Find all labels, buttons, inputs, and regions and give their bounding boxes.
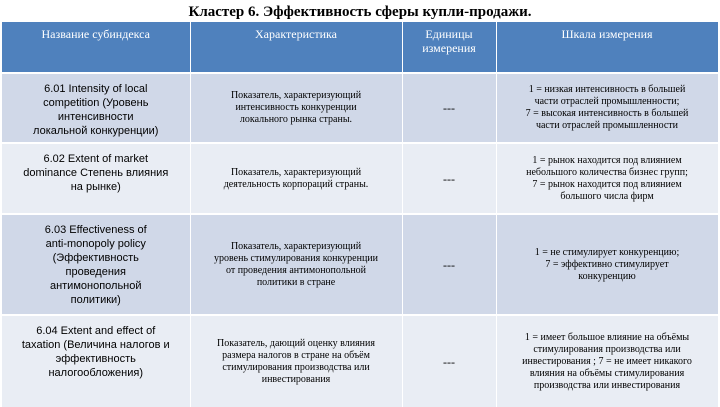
text-line: Показатель, характеризующий <box>230 166 362 178</box>
page-title: Кластер 6. Эффективность сферы купли-продажи. <box>188 4 532 20</box>
subindex-name <box>2 214 190 315</box>
text-line: инвестирования ; 7 = не имеет никакого <box>522 355 692 367</box>
text-line: 6.04 Extent and effect of <box>36 325 156 337</box>
text-line: от проведения антимонопольной <box>225 264 367 276</box>
text-line: Показатель, характеризующий <box>230 240 362 252</box>
table-row <box>2 143 718 214</box>
text-line: налогообложения) <box>48 367 143 379</box>
text-line: anti-monopoly policy <box>45 238 146 250</box>
text-line: части отраслей промышленности; <box>534 96 680 107</box>
characteristic-cell <box>190 73 402 143</box>
text-line: стимулирования производства или <box>533 343 681 355</box>
characteristic-cell <box>190 214 402 315</box>
text-line: интенсивности <box>57 111 134 123</box>
text-line: Показатель, дающий оценку влияния <box>217 337 375 349</box>
characteristic-cell <box>190 315 402 407</box>
text-line: dominance Степень влияния <box>23 167 169 179</box>
subindex-name <box>2 73 190 143</box>
text-line: интенсивность конкуренции <box>235 102 357 113</box>
table-row <box>2 73 718 143</box>
text-line: влияния на объёмы стимулирования <box>529 367 685 379</box>
text-line: деятельность корпораций страны. <box>223 178 369 190</box>
table-row <box>2 315 718 407</box>
text-line: небольшого количества бизнес групп; <box>526 166 688 178</box>
text-line: 1 = имеет большое влияние на объёмы <box>524 331 690 343</box>
text-line: Показатель, характеризующий <box>230 90 362 101</box>
subindex-name <box>2 143 190 214</box>
text-line: производства или инвестирования <box>533 379 681 391</box>
scale-cell <box>496 214 718 315</box>
unit-cell: --- <box>402 143 496 214</box>
header-characteristic: Характеристика <box>190 22 402 73</box>
text-line: эффективность <box>55 353 136 365</box>
text-line: большого числа фирм <box>560 190 654 202</box>
text-line: размера налогов в стране на объём <box>222 349 370 361</box>
text-line: competition (Уровень <box>43 97 149 109</box>
table-header-row <box>2 22 718 73</box>
unit-cell: --- <box>402 73 496 143</box>
text-line: 7 = рынок находится под влиянием <box>532 178 682 190</box>
text-line: 7 = высокая интенсивность в большей <box>525 108 689 119</box>
scale-cell <box>496 73 718 143</box>
text-line: 1 = низкая интенсивность в большей <box>528 84 686 95</box>
scale-cell <box>496 315 718 407</box>
text-line: уровень стимулирования конкуренции <box>214 252 378 264</box>
text-line: 6.02 Extent of market <box>43 153 149 165</box>
text-line: локальной конкуренции) <box>33 125 159 137</box>
text-line: стимулирования производства или <box>222 361 370 373</box>
header-unit: Единицы измерения <box>402 22 496 73</box>
text-line: антимонопольной <box>49 280 142 292</box>
text-line: (Эффективность <box>52 252 139 264</box>
header-scale: Шкала измерения <box>496 22 718 73</box>
text-line: 6.03 Effectiveness of <box>44 224 147 236</box>
subindex-table <box>2 22 719 407</box>
header-name: Название субиндекса <box>2 22 190 73</box>
text-line: на рынке) <box>70 181 121 193</box>
text-line: 1 = рынок находится под влиянием <box>532 154 682 166</box>
text-line: политики в стране <box>256 276 336 288</box>
text-line: 7 = эффективно стимулирует <box>545 258 669 270</box>
text-line: 6.01 Intensity of local <box>44 83 148 95</box>
table-row <box>2 214 718 315</box>
subindex-name <box>2 315 190 407</box>
characteristic-cell <box>190 143 402 214</box>
text-line: инвестирования <box>261 373 331 385</box>
text-line: политики) <box>70 294 121 306</box>
text-line: 1 = не стимулирует конкуренцию; <box>534 246 680 258</box>
text-line: конкуренцию <box>578 270 636 282</box>
text-line: taxation (Величина налогов и <box>21 339 170 351</box>
unit-cell: --- <box>402 214 496 315</box>
scale-cell <box>496 143 718 214</box>
text-line: локального рынка страны. <box>239 114 353 125</box>
text-line: части отраслей промышленности <box>535 120 679 131</box>
text-line: проведения <box>65 266 126 278</box>
unit-cell: --- <box>402 315 496 407</box>
